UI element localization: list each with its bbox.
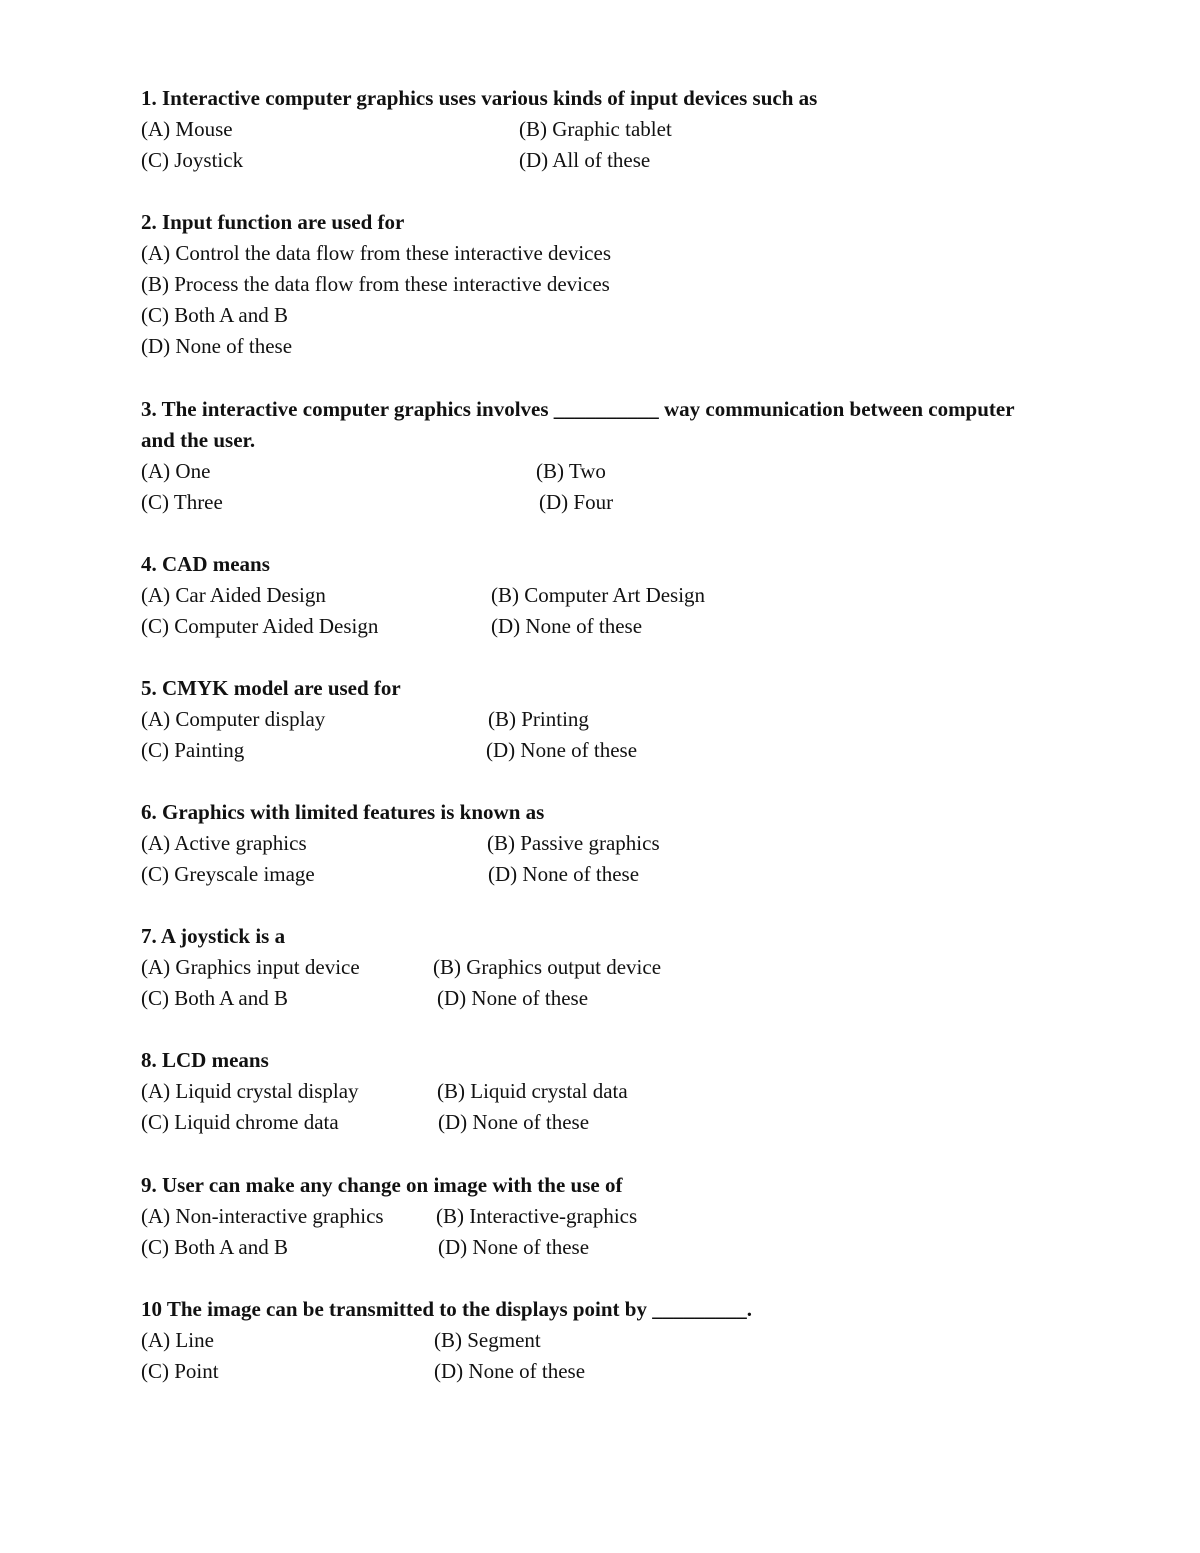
option-b: (B) Passive graphics [487, 831, 660, 855]
question-5 [141, 673, 1041, 766]
option-row [141, 1107, 1041, 1138]
option-b: (B) Process the data flow from these interactive devices [141, 272, 610, 296]
option-row [141, 1325, 1041, 1356]
option-c: (C) Both A and B [141, 986, 289, 1010]
option-row [141, 828, 1041, 859]
option-row [141, 114, 1041, 145]
option-d: (D) None of these [141, 334, 293, 358]
question-2 [141, 207, 1041, 362]
option-row [141, 983, 1041, 1014]
question-8 [141, 1045, 1041, 1138]
option-a: (A) Liquid crystal display [141, 1079, 359, 1103]
option-d: (D) None of these [486, 738, 638, 762]
option-c: (C) Point [141, 1359, 219, 1383]
question-4 [141, 549, 1041, 642]
option-d: (D) None of these [438, 1235, 590, 1259]
option-b: (B) Graphic tablet [519, 117, 672, 141]
option-d: (D) Four [539, 490, 614, 514]
option-row [141, 1076, 1041, 1107]
option-row [141, 487, 1041, 518]
question-text: 4. CAD means [141, 552, 270, 576]
option-c: (C) Painting [141, 738, 245, 762]
option-b: (B) Liquid crystal data [437, 1079, 628, 1103]
option-a: (A) Line [141, 1328, 214, 1352]
option-c: (C) Computer Aided Design [141, 614, 379, 638]
option-row [141, 952, 1041, 983]
question-text: 6. Graphics with limited features is known as [141, 800, 545, 824]
option-c: (C) Greyscale image [141, 862, 315, 886]
option-row [141, 456, 1041, 487]
option-d: (D) All of these [519, 148, 651, 172]
option-a: (A) One [141, 459, 211, 483]
question-6 [141, 797, 1041, 890]
question-text: 10 The image can be transmitted to the displays point by _________. [141, 1297, 752, 1321]
option-a: (A) Active graphics [141, 831, 307, 855]
question-text: 9. User can make any change on image with the use of [141, 1173, 623, 1197]
option-b: (B) Two [536, 459, 606, 483]
option-a: (A) Car Aided Design [141, 583, 326, 607]
option-a: (A) Non-interactive graphics [141, 1204, 384, 1228]
question-text: 8. LCD means [141, 1048, 269, 1072]
option-row [141, 859, 1041, 890]
option-a: (A) Graphics input device [141, 955, 360, 979]
option-b: (B) Computer Art Design [491, 583, 706, 607]
option-row [141, 704, 1041, 735]
option-d: (D) None of these [438, 1110, 590, 1134]
option-a: (A) Computer display [141, 707, 326, 731]
option-b: (B) Segment [434, 1328, 541, 1352]
question-text: 1. Interactive computer graphics uses various kinds of input devices such as [141, 86, 818, 110]
option-row [141, 1232, 1041, 1263]
option-b: (B) Printing [488, 707, 589, 731]
option-c: (C) Liquid chrome data [141, 1110, 339, 1134]
option-row [141, 580, 1041, 611]
option-a: (A) Mouse [141, 117, 233, 141]
option-b: (B) Interactive-graphics [436, 1204, 638, 1228]
option-c: (C) Joystick [141, 148, 244, 172]
option-row [141, 611, 1041, 642]
option-c: (C) Both A and B [141, 1235, 289, 1259]
option-d: (D) None of these [437, 986, 589, 1010]
option-c: (C) Three [141, 490, 223, 514]
option-d: (D) None of these [434, 1359, 586, 1383]
option-row [141, 735, 1041, 766]
question-10 [141, 1294, 1041, 1387]
question-1 [141, 83, 1041, 176]
option-b: (B) Graphics output device [433, 955, 662, 979]
question-text: 5. CMYK model are used for [141, 676, 401, 700]
question-text: 7. A joystick is a [141, 924, 286, 948]
question-text: 2. Input function are used for [141, 210, 405, 234]
option-row [141, 1201, 1041, 1232]
option-row [141, 1356, 1041, 1387]
option-row [141, 145, 1041, 176]
question-7 [141, 921, 1041, 1014]
option-a: (A) Control the data flow from these interactive devices [141, 241, 611, 265]
question-text: 3. The interactive computer graphics involves __________ way communication between computer and the user. [141, 397, 1015, 452]
question-3 [141, 394, 1041, 518]
question-9 [141, 1170, 1041, 1263]
option-c: (C) Both A and B [141, 303, 289, 327]
option-d: (D) None of these [488, 862, 640, 886]
option-d: (D) None of these [491, 614, 643, 638]
